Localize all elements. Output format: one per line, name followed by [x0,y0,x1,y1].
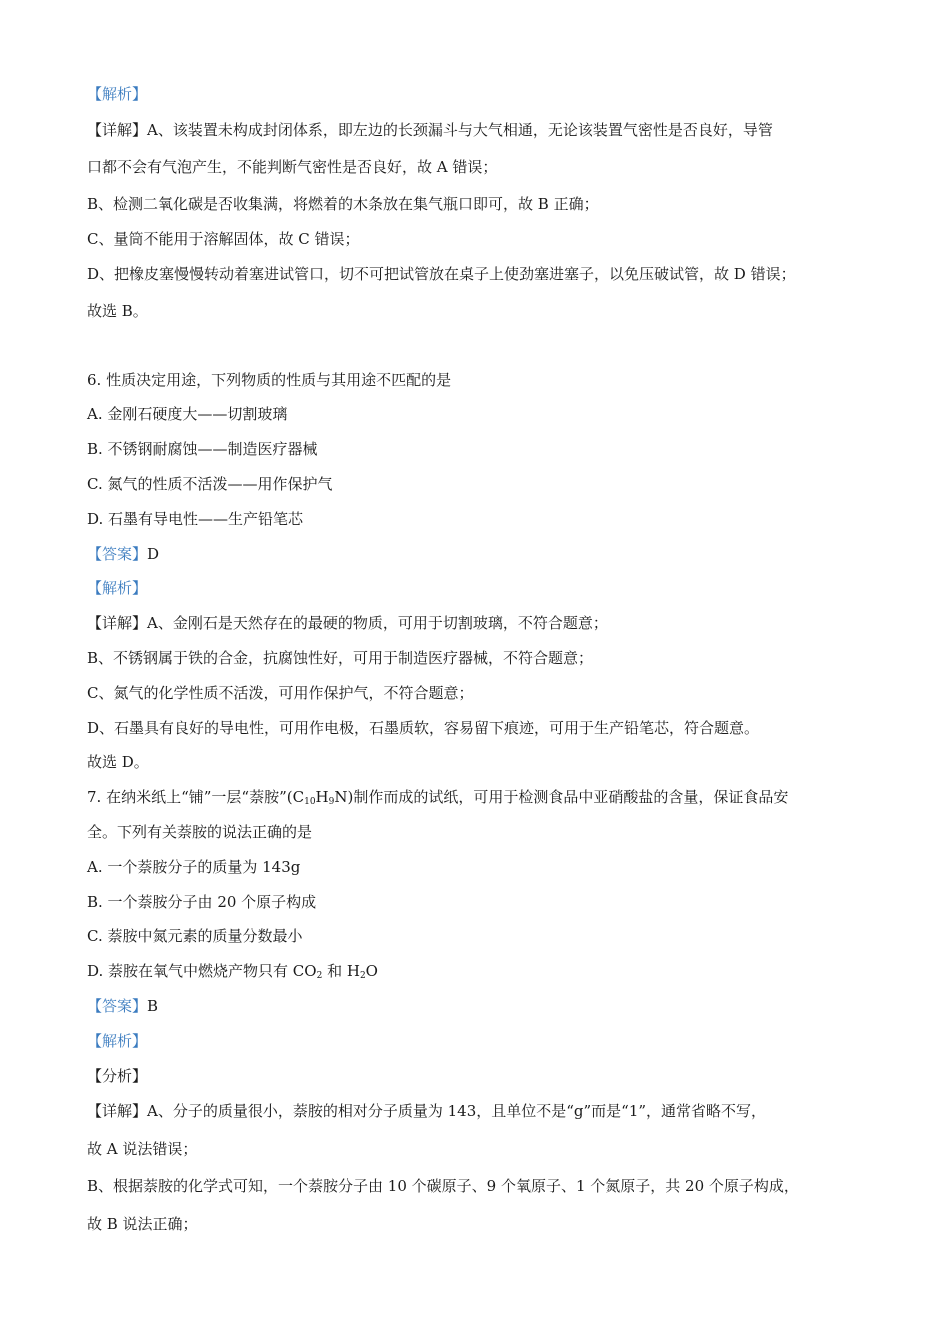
q5-detail-line-2: 口都不会有气泡产生，不能判断气密性是否良好，故 A 错误； [87,158,498,177]
q6-option-c: C. 氮气的性质不活泼——用作保护气 [87,475,333,494]
q6-conclusion: 故选 D。 [87,753,149,772]
q6-analysis-label: 【解析】 [87,579,148,598]
q6-detail-d: D、石墨具有良好的导电性，可用作电极，石墨质软，容易留下痕迹，可用于生产铅笔芯，符合题意。 [87,718,760,737]
q5-detail-line-1: 【详解】A、该装置未构成封闭体系，即左边的长颈漏斗与大气相通，无论该装置气密性是否良好，导管 [87,120,773,139]
option-text: O [365,962,378,981]
q5-option-d-explanation: D、把橡皮塞慢慢转动着塞进试管口，切不可把试管放在桌子上使劲塞进塞子，以免压破试管，故 D 错误； [87,265,796,284]
q7-answer [87,989,890,1024]
formula-element: H [315,788,329,807]
q6-option-a: A. 金刚石硬度大——切割玻璃 [87,405,288,424]
q5-option-b-explanation: B、检测二氧化碳是否收集满，将燃着的木条放在集气瓶口即可，故 B 正确； [87,194,599,213]
q7-detail-a-line-2: 故 A 说法错误； [87,1139,198,1158]
q6-stem: 6. 性质决定用途，下列物质的性质与其用途不匹配的是 [87,370,452,389]
q7-detail-b-line-2: 故 B 说法正确； [87,1214,198,1233]
answer-label: 【答案】 [87,997,148,1016]
answer-value: D [147,544,160,563]
answer-label: 【答案】 [87,544,148,563]
q5-analysis-label: 【解析】 [87,85,148,103]
stem-text: N)制作而成的试纸，可用于检测食品中亚硝酸盐的含量，保证食品安 [334,788,789,807]
q7-detail-b-line-1: B、根据萘胺的化学式可知，一个萘胺分子由 10 个碳原子、9 个氧原子、1 个氮原子，共 20 个原子构成， [87,1177,799,1196]
q6-option-b: B. 不锈钢耐腐蚀——制造医疗器械 [87,440,318,459]
answer-value: B [147,997,159,1016]
q7-fenxi-label: 【分析】 [87,1066,148,1085]
option-text: D. 萘胺在氧气中燃烧产物只有 CO [87,962,317,981]
q7-option-a: A. 一个萘胺分子的质量为 143g [87,857,301,876]
q6-option-d: D. 石墨有导电性——生产铅笔芯 [87,509,304,528]
q7-stem-line-2: 全。下列有关萘胺的说法正确的是 [87,823,313,842]
q6-detail-b: B、不锈钢属于铁的合金，抗腐蚀性好，可用于制造医疗器械，不符合题意； [87,649,594,668]
formula-subscript: 9 [328,797,335,808]
q7-stem-line-1 [87,780,890,815]
q7-option-c: C. 萘胺中氮元素的质量分数最小 [87,927,303,946]
q7-option-b: B. 一个萘胺分子由 20 个原子构成 [87,892,317,911]
q6-detail-c: C、氮气的化学性质不活泼，可用作保护气，不符合题意； [87,683,474,702]
stem-text: 7. 在纳米纸上“铺”一层“萘胺”(C [87,788,305,807]
q7-analysis-label: 【解析】 [87,1031,148,1050]
formula-subscript: 2 [359,971,366,982]
q7-detail-a-line-1: 【详解】A、分子的质量很小，萘胺的相对分子质量为 143，且单位不是“g”而是“1”，通常省略不写， [87,1102,767,1121]
formula-subscript: 2 [316,971,323,982]
q5-option-c-explanation: C、量筒不能用于溶解固体，故 C 错误； [87,229,360,248]
q5-conclusion: 故选 B。 [87,301,148,320]
section-spacer [87,329,890,363]
q7-option-d [87,954,890,989]
q6-detail-a: 【详解】A、金刚石是天然存在的最硬的物质，可用于切割玻璃，不符合题意； [87,614,608,633]
option-text: 和 H [322,962,360,981]
q6-answer [87,537,890,572]
formula-subscript: 10 [304,797,316,808]
